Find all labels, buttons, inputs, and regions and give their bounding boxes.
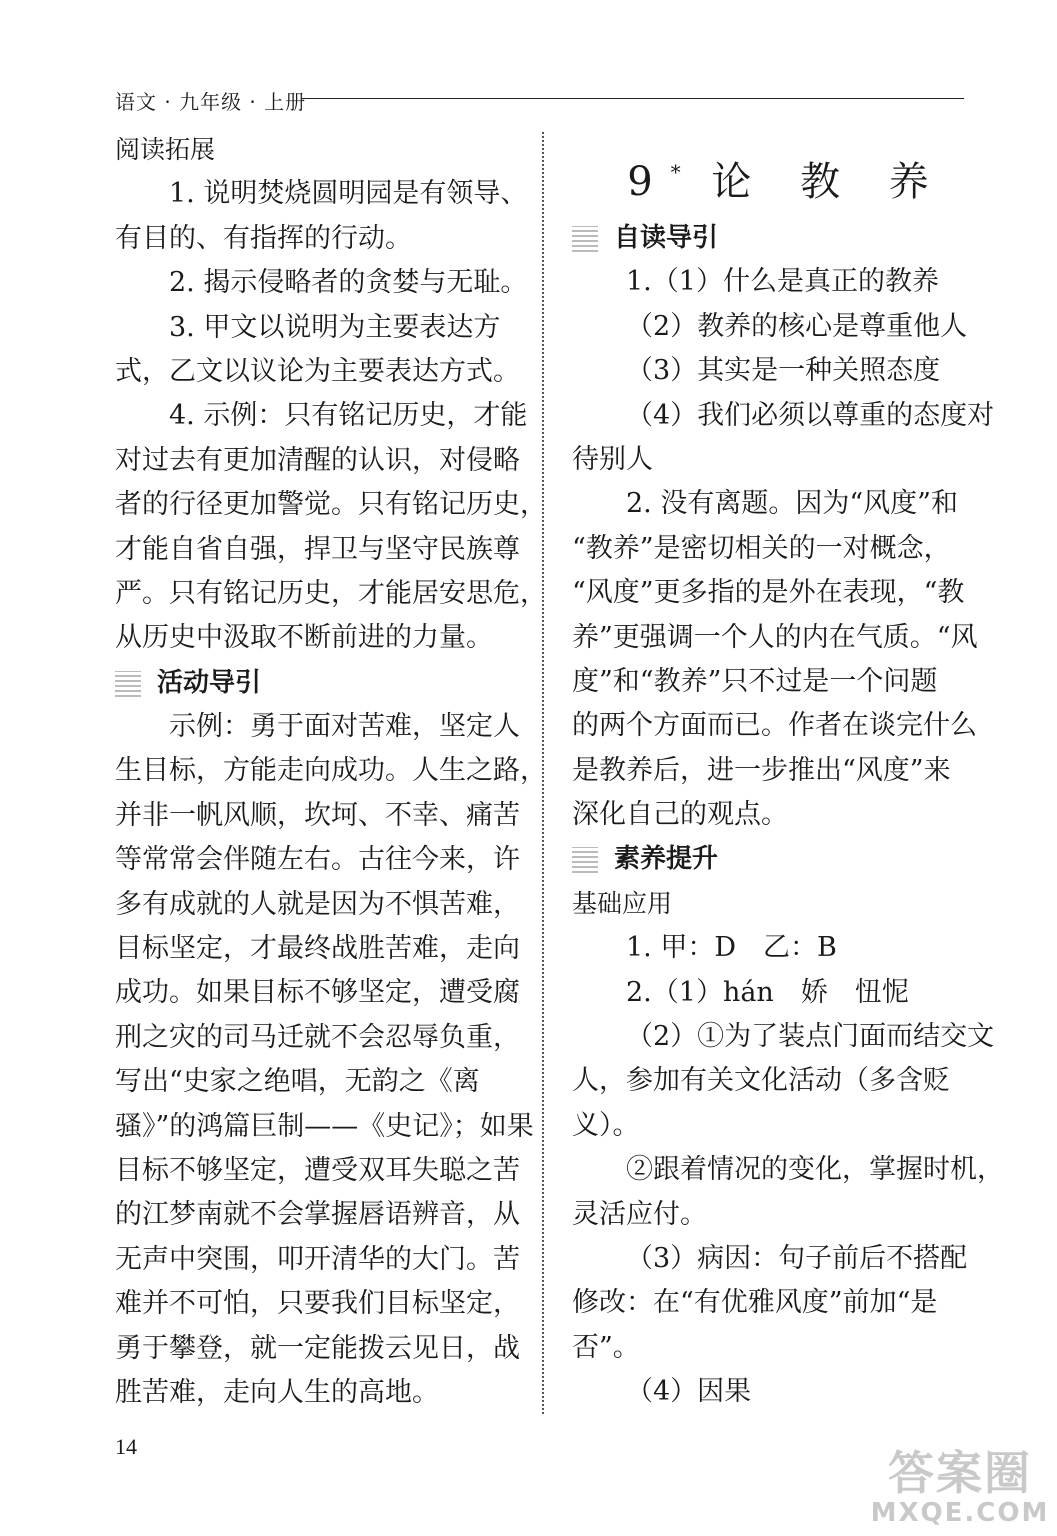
text-line: ②跟着情况的变化，掌握时机， [626, 1154, 1004, 1186]
watermark-logo [868, 1448, 1052, 1532]
text-line: （2）教养的核心是尊重他人 [626, 310, 968, 342]
page-header-title: 语文 · 九年级 · 上册 [115, 90, 307, 114]
text-line: （4）因果 [626, 1376, 752, 1408]
text-line: “教养”是密切相关的一对概念， [572, 532, 951, 564]
self-reading-heading [572, 216, 972, 260]
text-line: 2. 揭示侵略者的贪婪与无耻。 [169, 267, 528, 299]
text-line: 严。只有铭记历史，才能居安思危， [115, 577, 547, 609]
text-line: 3. 甲文以说明为主要表达方 [169, 311, 501, 343]
text-line: 写出“史家之绝唱，无韵之《离 [115, 1066, 480, 1098]
text-line: 有目的、有指挥的行动。 [115, 222, 412, 254]
left-column [115, 128, 547, 1415]
text-line: 勇于攀登，就一定能拨云见日，战 [115, 1332, 520, 1364]
reading-extension-heading: 阅读拓展 [115, 135, 216, 164]
text-line: 度”和“教养”只不过是一个问题 [572, 665, 938, 697]
text-line: 待别人 [572, 443, 653, 475]
section-marker-icon [572, 847, 598, 873]
text-line: 示例：勇于面对苦难，坚定人 [169, 711, 520, 743]
text-line: 成功。如果目标不够坚定，遭受腐 [115, 977, 520, 1009]
text-line: （3）病因：句子前后不搭配 [626, 1242, 968, 1274]
text-line: 否”。 [572, 1331, 640, 1363]
right-column [572, 128, 1004, 1415]
text-line: 多有成就的人就是因为不惧苦难， [115, 888, 520, 920]
header-rule [302, 98, 964, 99]
text-line: 人，参加有关文化活动（多含贬 [572, 1065, 950, 1097]
watermark-label: 答案圈 [888, 1446, 1032, 1500]
text-line: 1.（1）什么是真正的教养 [626, 266, 939, 298]
section-marker-icon [572, 226, 598, 252]
lesson-number: 9 [627, 159, 671, 205]
lesson-star: * [670, 160, 681, 184]
text-line: 4. 示例：只有铭记历史，才能 [169, 400, 528, 432]
section-marker-icon [115, 671, 141, 697]
literacy-heading-text: 素养提升 [614, 844, 719, 875]
text-line: 无声中突围，叩开清华的大门。苦 [115, 1243, 520, 1275]
text-line: 胜苦难，走向人生的高地。 [115, 1376, 439, 1408]
text-line: 难并不可怕，只要我们目标坚定， [115, 1288, 520, 1320]
text-line: （3）其实是一种关照态度 [626, 355, 941, 387]
text-line: 刑之灾的司马迁就不会忍辱负重， [115, 1021, 520, 1053]
activity-guide-heading-text: 活动导引 [157, 667, 262, 698]
lesson-title-text: 论 教 养 [711, 159, 947, 205]
text-line: 生目标，方能走向成功。人生之路， [115, 755, 547, 787]
basic-application-heading: 基础应用 [572, 888, 673, 918]
text-line: 2.（1）hán 娇 忸怩 [626, 976, 909, 1008]
text-line: 1. 甲：D 乙：B [626, 932, 837, 964]
text-line: 等常常会伴随左右。古往今来，许 [115, 844, 520, 876]
text-line: （4）我们必须以尊重的态度对 [626, 399, 995, 431]
text-line: 的江梦南就不会掌握唇语辨音，从 [115, 1199, 520, 1231]
text-line: 深化自己的观点。 [572, 799, 788, 831]
text-line: “风度”更多指的是外在表现，“教 [572, 577, 965, 609]
text-line: 是教养后，进一步推出“风度”来 [572, 754, 951, 786]
text-line: （2）①为了装点门面而结交文 [626, 1021, 995, 1053]
text-line: 才能自省自强，捍卫与坚守民族尊 [115, 533, 520, 565]
text-line: 并非一帆风顺，坎坷、不幸、痛苦 [115, 799, 520, 831]
text-line: 义）。 [572, 1109, 640, 1141]
self-reading-heading-text: 自读导引 [614, 223, 719, 253]
watermark-domain: MXQE.COM [870, 1498, 1050, 1528]
text-line: 2. 没有离题。因为“风度”和 [626, 488, 958, 520]
text-line: 者的行径更加警觉。只有铭记历史， [115, 489, 547, 521]
text-line: 目标不够坚定，遭受双耳失聪之苦 [115, 1154, 520, 1186]
text-line: 式，乙文以议论为主要表达方式。 [115, 355, 520, 387]
lesson-title [572, 128, 972, 216]
text-line: 从历史中汲取不断前进的力量。 [115, 622, 493, 654]
activity-guide-heading [115, 661, 525, 705]
literacy-heading [572, 837, 972, 881]
text-line: 1. 说明焚烧圆明园是有领导、 [169, 178, 528, 210]
text-line: 对过去有更加清醒的认识，对侵略 [115, 444, 520, 476]
text-line: 骚》”的鸿篇巨制——《史记》；如果 [115, 1110, 534, 1142]
text-line: 养”更强调一个人的内在气质。“风 [572, 621, 978, 653]
text-line: 目标坚定，才最终战胜苦难，走向 [115, 933, 520, 965]
text-line: 灵活应付。 [572, 1198, 707, 1230]
text-line: 的两个方面而已。作者在谈完什么 [572, 710, 977, 742]
text-line: 修改：在“有优雅风度”前加“是 [572, 1287, 938, 1319]
page-number: 14 [115, 1434, 137, 1459]
